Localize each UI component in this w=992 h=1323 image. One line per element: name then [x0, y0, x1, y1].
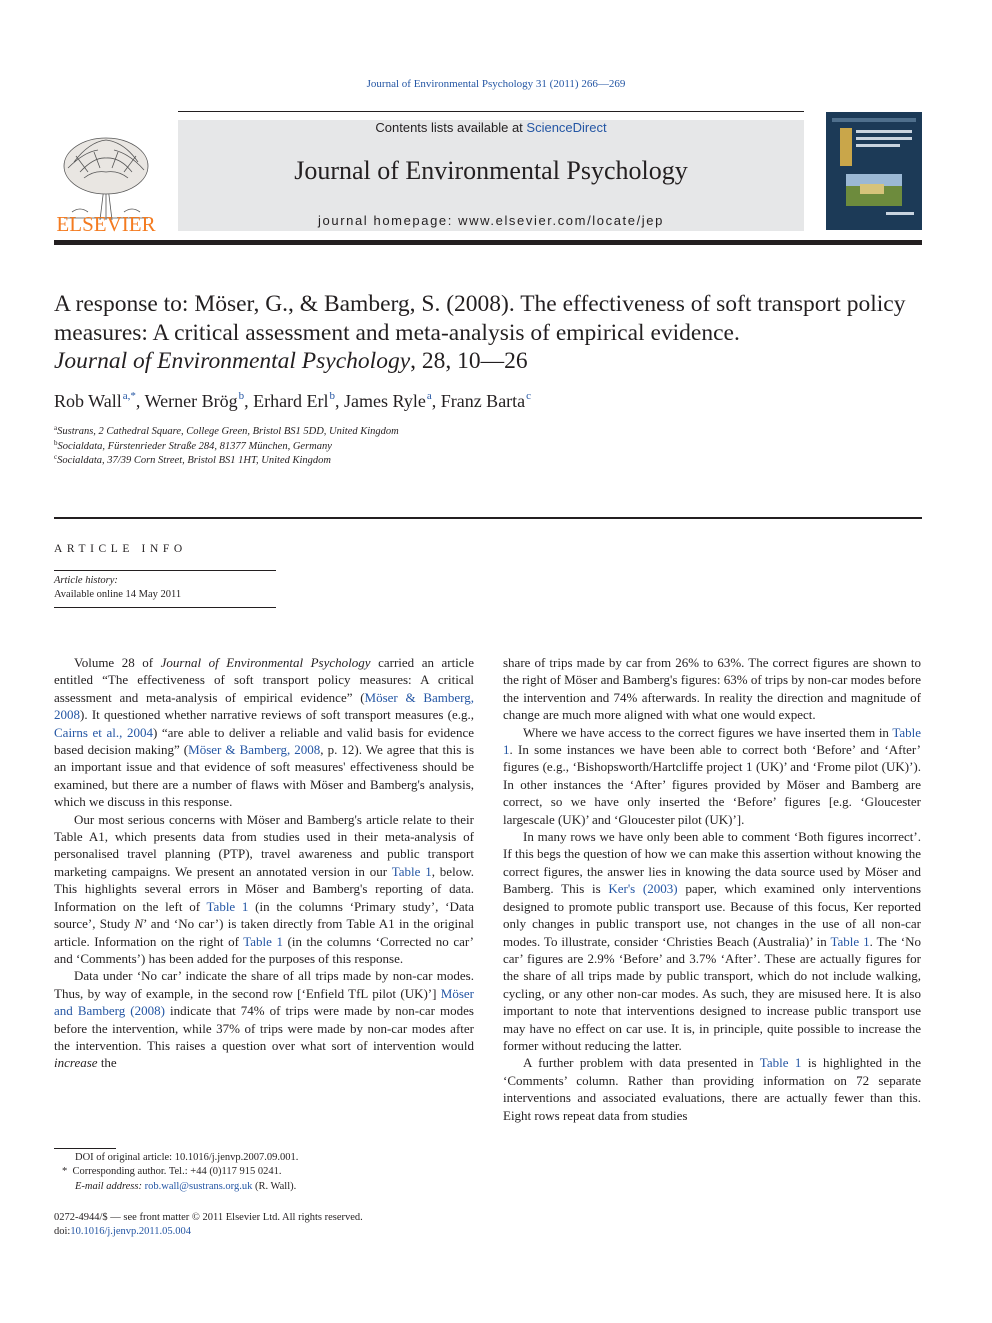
citation-link[interactable]: Möser & Bamberg, 2008 — [188, 742, 321, 758]
text-italic: Journal of Environmental Psychology — [160, 655, 371, 670]
doi-link[interactable]: 10.1016/j.jenvp.2011.05.004 — [70, 1226, 191, 1237]
text-run: A further problem with data presented in — [523, 1055, 760, 1071]
text-run: . The ‘No car’ figures are 2.9% ‘Before’ and 3.7% ‘After’. These are actually figures for the share of all trips made by public transport, which do not include walking, cycling, or any other non-car modes. As such, they are misused here. It is also important to note that interventions designed to increase public transport use may have no effect on car use. It is, in principle, quite possible to increase the former without reducing the latter. — [503, 933, 921, 1053]
table-link[interactable]: Table 1 — [830, 933, 870, 949]
email-link[interactable]: rob.wall@sustrans.org.uk — [144, 1181, 253, 1192]
header-divider — [178, 111, 804, 112]
affiliation — [54, 424, 399, 437]
text-run: (in the columns ‘Primary study’, ‘Data source’, Study — [54, 898, 474, 932]
text-run: carried an article entitled “The effectiveness of soft transport policy measures: A critical assessment and meta-analysis of empirical evidence” ( — [54, 655, 474, 705]
doi-prefix: doi: — [54, 1226, 71, 1237]
table-link[interactable]: Table 1 — [759, 1055, 802, 1071]
affiliation-text: Socialdata, 37/39 Corn Street, Bristol BS1 1HT, United Kingdom — [57, 455, 331, 466]
citation-link[interactable]: Möser & Bamberg, 2008 — [54, 689, 474, 723]
affiliation-text: Sustrans, 2 Cathedral Square, College Green, Bristol BS1 5DD, United Kingdom — [57, 426, 399, 437]
homepage-label: journal homepage: — [318, 213, 459, 228]
table-link[interactable]: Table 1 — [503, 724, 921, 758]
affiliation-text: Socialdata, Fürstenrieder Straße 284, 81377 München, Germany — [57, 441, 332, 452]
table-link[interactable]: Table 1 — [206, 898, 249, 914]
footnote-doi-original: DOI of original article: 10.1016/j.jenvp.2007.09.001. — [75, 1152, 299, 1163]
article-info-rule — [54, 570, 276, 571]
homepage-url[interactable]: www.elsevier.com/locate/jep — [458, 213, 664, 228]
journal-title: Journal of Environmental Psychology — [294, 156, 688, 185]
header-thick-rule — [54, 240, 922, 245]
body-column-left — [54, 654, 474, 1072]
title-main: A response to: Möser, G., & Bamberg, S. (2008). The effectiveness of soft transport policy measures: A critical assessment and meta-analysis of empirical evidence. — [54, 291, 906, 346]
affiliation — [54, 439, 332, 452]
elsevier-wordmark — [54, 212, 158, 237]
journal-citation[interactable]: Journal of Environmental Psychology 31 (2011) 266—269 — [366, 78, 626, 90]
footnote-corresponding — [62, 1166, 282, 1177]
text-run: the — [97, 1055, 117, 1071]
doi-line — [54, 1226, 191, 1237]
affiliation — [54, 453, 331, 466]
text-run: (in the columns ‘Corrected no car’ and ‘Comments’) has been added for the purposes of this response. — [54, 933, 474, 966]
table-link[interactable]: Table 1 — [391, 863, 432, 879]
journal-homepage — [178, 213, 804, 228]
paragraph — [503, 828, 921, 1054]
text-run: , below. This highlights several errors in Möser and Bamberg's reporting of data. Information on the left of — [54, 863, 474, 914]
text-run: , p. 12). We agree that this is an important issue and that evidence of soft measures' effectiveness should be examined, but there are a number of flaws with Möser and Bamberg's analysis, which we discuss in this response. — [54, 742, 475, 810]
author[interactable]: Franz Barta — [440, 391, 526, 411]
author[interactable]: Rob Wall — [54, 391, 122, 411]
text-run: ’ and ‘No car’) is taken directly from Table A1 in the original article. Information on the right of — [54, 916, 474, 949]
text-run: indicate that 74% of trips were made by non-car modes before the intervention, while 37% of trips were made by non-car modes after the intervention. This raises a question over what sort of intervention would — [54, 1003, 474, 1053]
text-run: Where we have access to the correct figures we have inserted them in — [523, 724, 893, 740]
citation-link[interactable]: Cairns et al., 2004 — [54, 724, 153, 740]
paragraph — [503, 1054, 921, 1124]
cover-art — [826, 112, 922, 230]
contents-line — [178, 120, 804, 135]
text-run: paper, which examined only interventions designed to promote public transport use. Because of this focus, Ker reported only changes in public transport use, not changes in the use of all non-car modes. To illustrate, consider ‘Christies Beach (Australia)’ in — [503, 881, 922, 949]
section-divider — [54, 517, 922, 519]
text-run: ) “are able to deliver a reliable and valid basis for evidence based decision making” ( — [54, 724, 474, 758]
citation-link[interactable]: Möser and Bamberg (2008) — [54, 985, 474, 1019]
email-label: E-mail address: — [75, 1181, 145, 1192]
email-suffix: (R. Wall). — [252, 1181, 297, 1192]
paragraph — [54, 967, 474, 1071]
text-run: . In some instances we have been able to correct both ‘Before’ and ‘After’ figures (e.g., ‘Bishopsworth/Hartcliffe project 1 (UK)’ and ‘Frome pilot (UK)’). In other instances the ‘After’ figures provided by Möser and Bamberg are correct, so we have only inserted the ‘Before’ figures [e.g. ‘Gloucester largescale (UK)’ and ‘Gloucester pilot (UK)’]. — [503, 742, 921, 827]
sciencedirect-link[interactable]: ScienceDirect — [526, 120, 607, 135]
text-run: Volume 28 of — [74, 655, 161, 670]
footnote-text: Corresponding author. Tel.: +44 (0)117 915 0241. — [72, 1166, 282, 1177]
article-info-heading: ARTICLE INFO — [54, 543, 187, 555]
title-journal: Journal of Environmental Psychology — [54, 348, 411, 374]
contents-prefix: Contents lists available at — [375, 120, 527, 135]
article-history-label: Article history: — [54, 575, 118, 586]
author-list: Rob Wall$^{a,*}$, Werner Brög$^b$, Erhard Erl$^b$, James Ryle$^a$, Franz Barta$^c$ — [54, 390, 532, 411]
text-run: ). It questioned whether narrative reviews of soft transport measures (e.g., — [80, 707, 474, 723]
footnote-mark: * — [62, 1166, 68, 1177]
publisher-name: ELSEVIER — [56, 212, 156, 236]
author-sup[interactable]: a,* — [122, 390, 136, 402]
author-sup[interactable]: b — [329, 390, 336, 402]
issn-line: 0272-4944/$ — see front matter © 2011 Elsevier Ltd. All rights reserved. — [54, 1212, 363, 1223]
author-sup[interactable]: a — [426, 390, 432, 402]
paragraph — [54, 811, 474, 968]
text-run: In many rows we have only been able to comment ‘Both figures incorrect’. If this begs the question of how we can make this assertion without knowing the correct figures, the answer lies in knowing the data source used by Möser and Bamberg. This is — [503, 829, 921, 897]
author[interactable]: Erhard Erl — [253, 391, 329, 411]
text-run: Data under ‘No car’ indicate the share of all trips made by non-car modes. Thus, by way of example, in the second row [‘Enfield TfL pilot (UK)’] — [54, 968, 474, 1001]
paragraph: share of trips made by car from 26% to 63%. The correct figures are shown to the right of Möser and Bamberg's figures: 63% of trips by non-car modes before the intervention and 74% afterwards. In reality the direction and magnitude of change are much more aligned with what one would expect. — [503, 655, 921, 723]
affiliation-mark: a — [54, 424, 58, 432]
table-link[interactable]: Table 1 — [243, 933, 283, 949]
affiliation-mark: c — [54, 453, 58, 461]
text-run: Our most serious concerns with Möser and Bamberg's article relate to their Table A1, which presents data from studies used in their meta-analysis of personalised travel planning (PTP), travel awareness and public transport marketing campaigns. We present an annotated version in our — [54, 811, 474, 879]
text-run: is highlighted in the ‘Comments’ column. Rather than providing information on 72 separate interventions and associated evaluations, there are actually fewer than this. Eight rows repeat data from studies — [503, 1055, 922, 1123]
affiliation-mark: b — [54, 439, 58, 447]
author[interactable]: James Ryle — [344, 391, 426, 411]
footnote-email — [75, 1181, 296, 1192]
paragraph — [503, 724, 921, 828]
footnote-rule — [54, 1148, 116, 1149]
author-sup[interactable]: c — [526, 390, 532, 402]
paragraph — [54, 654, 474, 811]
article-info-rule — [54, 607, 276, 608]
title-volume-pages: , 28, 10—26 — [410, 348, 528, 374]
journal-cover — [826, 112, 922, 230]
citation-link[interactable]: Ker's (2003) — [608, 881, 678, 897]
article-history-value: Available online 14 May 2011 — [54, 589, 182, 600]
text-italic: increase — [54, 1055, 98, 1071]
author[interactable]: Werner Brög — [144, 391, 238, 411]
author-sup[interactable]: b — [238, 390, 245, 402]
text-italic: N — [134, 916, 144, 932]
body-column-right — [503, 654, 921, 1124]
article-title — [54, 290, 934, 376]
